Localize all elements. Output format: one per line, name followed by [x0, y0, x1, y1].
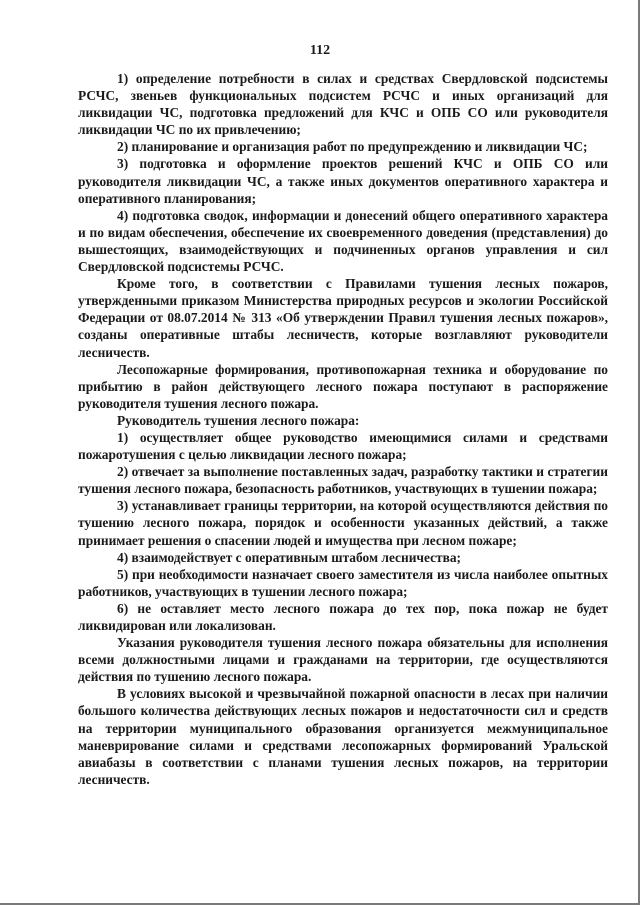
paragraph: 4) взаимодействует с оперативным штабом лесничества; — [117, 549, 461, 565]
paragraph: 3) устанавливает границы территории, на которой осуществляются действия по тушению лесного пожара, порядок и особенности указанных действий, а также принимает решения о спасении людей и имущества при лесном пожаре; — [78, 498, 608, 548]
document-body — [78, 70, 608, 788]
paragraph: Кроме того, в соответствии с Правилами тушения лесных пожаров, утвержденными приказом Министерства природных ресурсов и экологии Российской Федерации от 08.07.2014 № 313 «Об утверждении Правил тушения лесных пожаров», созданы оперативные штабы лесничеств, которые возглавляют руководители лесничеств. — [78, 276, 608, 360]
paragraph: Руководитель тушения лесного пожара: — [117, 412, 360, 428]
paragraph: 1) осуществляет общее руководство имеющимися силами и средствами пожаротушения с целью ликвидации лесного пожара; — [78, 429, 608, 463]
page-number: 112 — [309, 43, 331, 58]
paragraph: Лесопожарные формирования, противопожарная техника и оборудование по прибытию в район действующего лесного пожара поступают в распоряжение руководителя тушения лесного пожара. — [78, 361, 608, 411]
paragraph: 3) подготовка и оформление проектов решений КЧС и ОПБ СО или руководителя ликвидации ЧС, а также иных документов оперативного характера и оперативного планирования; — [78, 156, 608, 206]
paragraph: 2) планирование и организация работ по предупреждению и ликвидации ЧС; — [117, 139, 588, 155]
paragraph: 1) определение потребности в силах и средствах Свердловской подсистемы РСЧС, звеньев функциональных подсистем РСЧС и иных организаций для ликвидации ЧС, подготовка предложений для КЧС и ОПБ СО или руководителя ликвидации ЧС по их привлечению; — [78, 71, 608, 138]
paragraph: 6) не оставляет место лесного пожара до тех пор, пока пожар не будет ликвидирован или локализован. — [78, 600, 608, 633]
paragraph: 4) подготовка сводок, информации и донесений общего оперативного характера и по видам обеспечения, обеспечение их своевременного доведения (представления) до вышестоящих, взаимодействующих и подчиненных органов управления и сил Свердловской подсистемы РСЧС. — [78, 207, 608, 275]
paragraph: В условиях высокой и чрезвычайной пожарной опасности в лесах при наличии большого количества действующих лесных пожаров и недостаточности сил и средств на территории муниципального образования организуется межмуниципальное маневрирование силами и средствами лесопожарных формирований Уральской авиабазы в соответствии с планами тушения лесных пожаров, на территории лесничеств. — [78, 686, 608, 787]
paragraph: 2) отвечает за выполнение поставленных задач, разработку тактики и стратегии тушения лесного пожара, безопасность работников, участвующих в тушении пожара; — [78, 464, 608, 497]
paragraph: 5) при необходимости назначает своего заместителя из числа наиболее опытных работников, участвующих в тушении лесного пожара; — [78, 566, 608, 599]
paragraph: Указания руководителя тушения лесного пожара обязательны для исполнения всеми должностными лицами и гражданами на территории, где осуществляются действия по тушению лесного пожара. — [78, 635, 608, 685]
